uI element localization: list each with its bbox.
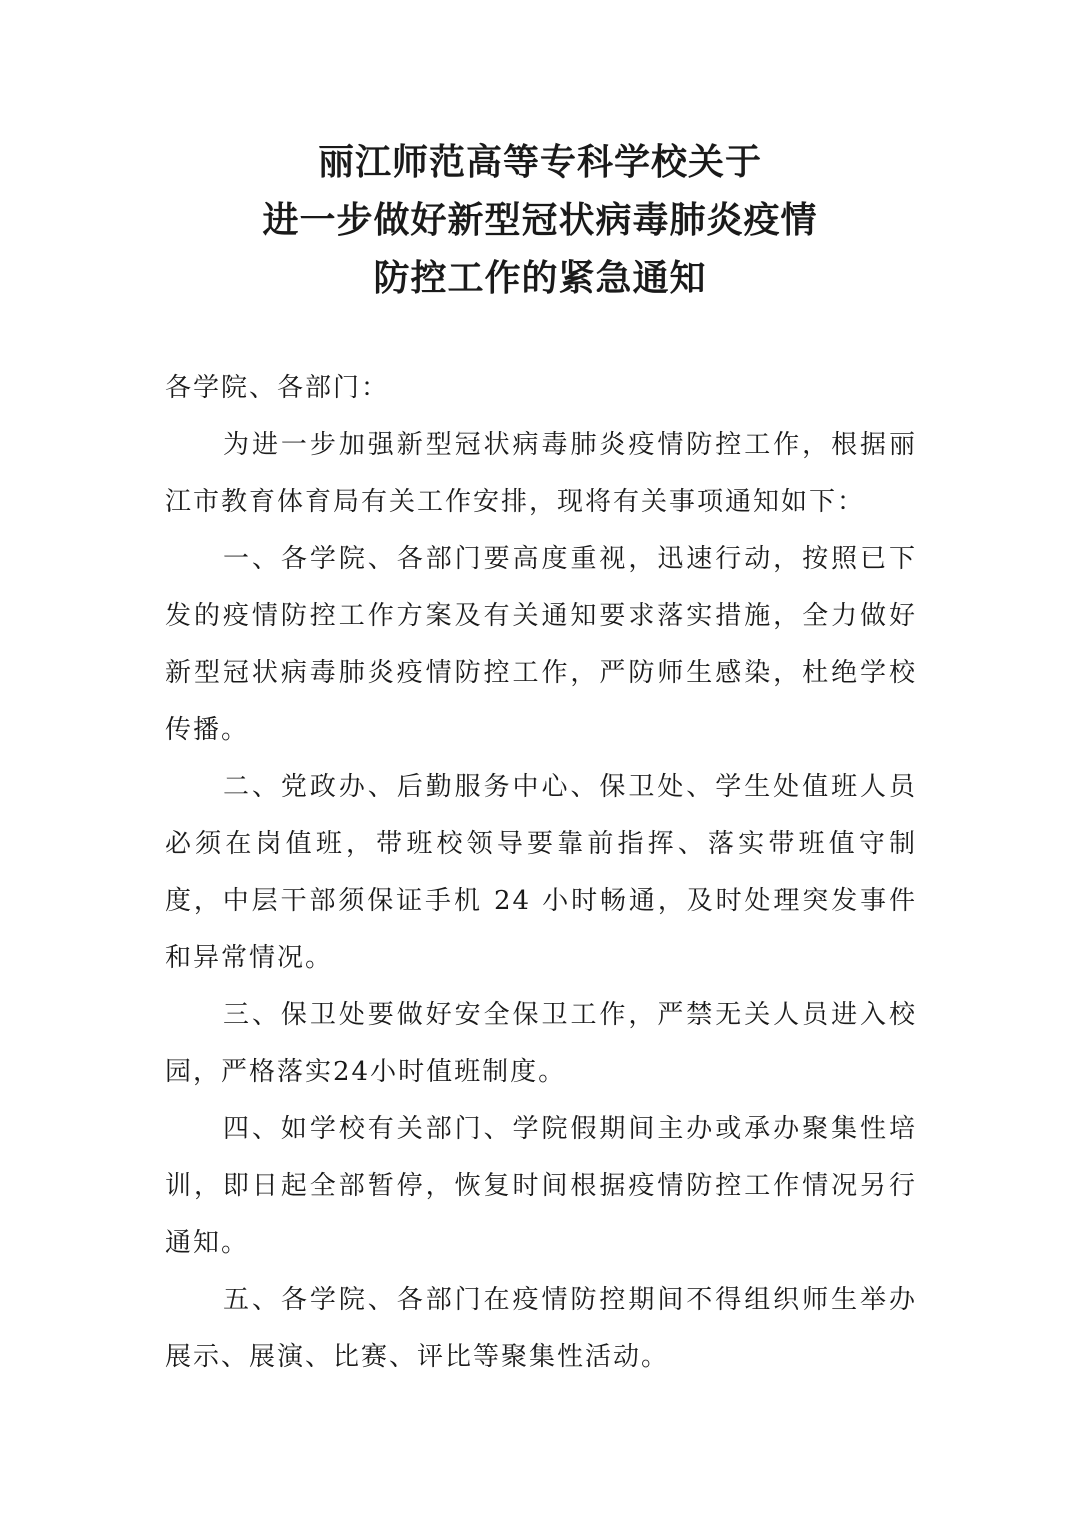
title-line-1: 丽江师范高等专科学校关于 <box>317 141 762 183</box>
title-line-3: 防控工作的紧急通知 <box>373 257 707 299</box>
intro-paragraph: 为进一步加强新型冠状病毒肺炎疫情防控工作，根据丽江市教育体育局有关工作安排，现将有关事项通知如下： <box>165 430 917 517</box>
item-3-paragraph: 三、保卫处要做好安全保卫工作，严禁无关人员进入校园，严格落实24小时值班制度。 <box>165 1000 917 1087</box>
item-2-paragraph: 二、党政办、后勤服务中心、保卫处、学生处值班人员必须在岗值班，带班校领导要靠前指挥、落实带班值守制度，中层干部须保证手机 24 小时畅通，及时处理突发事件和异常情况。 <box>165 772 917 973</box>
item-4-paragraph: 四、如学校有关部门、学院假期间主办或承办聚集性培训，即日起全部暂停，恢复时间根据疫情防控工作情况另行通知。 <box>165 1114 917 1258</box>
item-1-paragraph: 一、各学院、各部门要高度重视，迅速行动，按照已下发的疫情防控工作方案及有关通知要求落实措施，全力做好新型冠状病毒肺炎疫情防控工作，严防师生感染，杜绝学校传播。 <box>165 544 917 745</box>
document-body <box>165 360 917 1386</box>
salutation: 各学院、各部门： <box>165 373 390 403</box>
document-title <box>0 133 1080 307</box>
item-5-paragraph: 五、各学院、各部门在疫情防控期间不得组织师生举办展示、展演、比赛、评比等聚集性活动。 <box>165 1285 917 1372</box>
title-line-2: 进一步做好新型冠状病毒肺炎疫情 <box>262 199 818 241</box>
